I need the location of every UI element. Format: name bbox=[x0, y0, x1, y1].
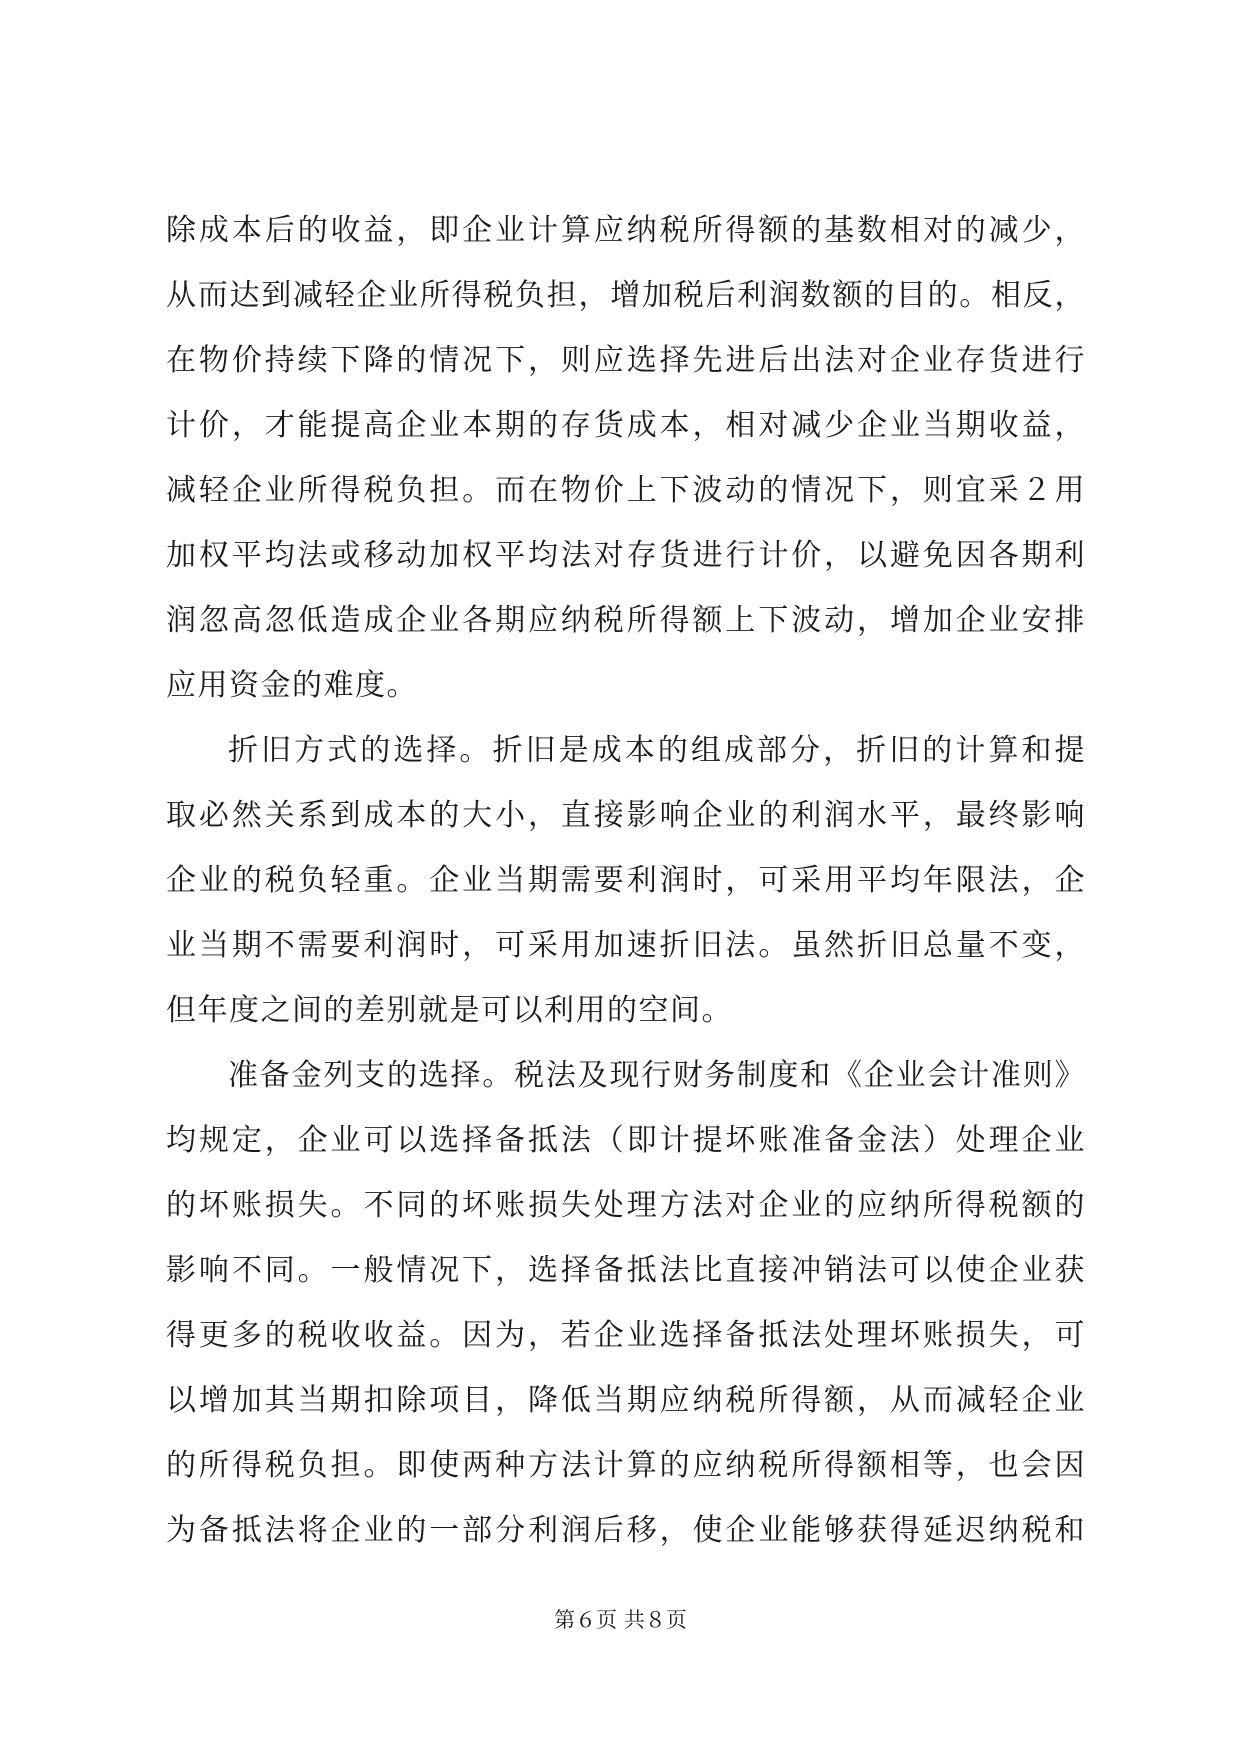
text-line: 应用资金的难度。 bbox=[166, 668, 418, 703]
text-line: 以增加其当期扣除项目，降低当期应纳税所得额，从而减轻企业 bbox=[166, 1383, 1086, 1418]
text-line: 的所得税负担。即使两种方法计算的应纳税所得额相等，也会因 bbox=[166, 1448, 1086, 1483]
text-line: 为备抵法将企业的一部分利润后移，使企业能够获得延迟纳税和 bbox=[166, 1513, 1086, 1548]
text-line: 的坏账损失。不同的坏账损失处理方法对企业的应纳所得税额的 bbox=[166, 1188, 1086, 1223]
text-line: 除成本后的收益，即企业计算应纳税所得额的基数相对的减少， bbox=[166, 213, 1086, 248]
text-line: 均规定，企业可以选择备抵法（即计提坏账准备金法）处理企业 bbox=[166, 1123, 1086, 1158]
document-body bbox=[166, 198, 1086, 1563]
text-line: 取必然关系到成本的大小，直接影响企业的利润水平，最终影响 bbox=[166, 798, 1086, 833]
paragraph bbox=[166, 718, 1086, 1043]
text-line: 得更多的税收收益。因为，若企业选择备抵法处理坏账损失，可 bbox=[166, 1318, 1086, 1353]
text-line: 业当期不需要利润时，可采用加速折旧法。虽然折旧总量不变， bbox=[166, 928, 1086, 963]
paragraph bbox=[166, 198, 1086, 718]
page-footer: 第６页 共８页 bbox=[554, 1608, 687, 1632]
text-line: 从而达到减轻企业所得税负担，增加税后利润数额的目的。相反， bbox=[166, 278, 1086, 313]
text-line: 影响不同。一般情况下，选择备抵法比直接冲销法可以使企业获 bbox=[166, 1253, 1086, 1288]
text-line: 准备金列支的选择。税法及现行财务制度和《企业会计准则》 bbox=[228, 1058, 1086, 1093]
paragraph bbox=[166, 1043, 1086, 1563]
text-line: 减轻企业所得税负担。而在物价上下波动的情况下，则宜采２用 bbox=[166, 473, 1086, 508]
text-line: 但年度之间的差别就是可以利用的空间。 bbox=[166, 993, 733, 1028]
text-line: 加权平均法或移动加权平均法对存货进行计价，以避免因各期利 bbox=[166, 538, 1086, 573]
text-line: 计价，才能提高企业本期的存货成本，相对减少企业当期收益， bbox=[166, 408, 1086, 443]
text-line: 润忽高忽低造成企业各期应纳税所得额上下波动，增加企业安排 bbox=[166, 603, 1086, 638]
text-line: 企业的税负轻重。企业当期需要利润时，可采用平均年限法，企 bbox=[166, 863, 1086, 898]
text-line: 在物价持续下降的情况下，则应选择先进后出法对企业存货进行 bbox=[166, 343, 1086, 378]
text-line: 折旧方式的选择。折旧是成本的组成部分，折旧的计算和提 bbox=[228, 733, 1086, 768]
